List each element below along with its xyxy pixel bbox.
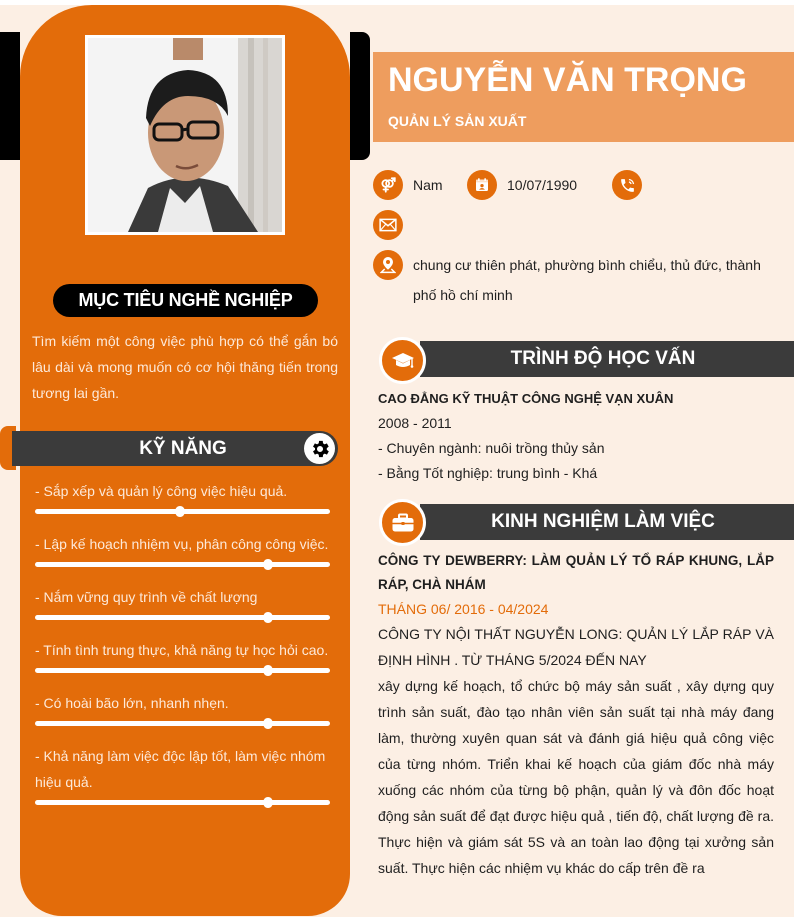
- job-duties: xây dựng kế hoạch, tổ chức bộ máy sản suất , xây dựng quy trình sản suất, đào tạo nhân viên sản suất tại nhà máy đang làm, thường xuyên quan sát và đánh giá hiệu quả công việc của từng nhóm. Triển khai kế hoạch của giám đốc nhà máy xuống các nhóm của từng bộ phận, quản lý và đôn đốc hoạt động sản suất để đạt được hiệu quả , tiến độ, chất lượng đề ra. Thực hiện và giám sát 5S và an toàn lao động tại xưởng sản suất. Thực hiện các nhiệm vụ khác do cấp trên đề ra: [378, 678, 774, 876]
- candidate-name: NGUYỄN VĂN TRỌNG: [388, 61, 747, 99]
- briefcase-icon: [379, 499, 426, 546]
- gear-icon: [304, 433, 335, 464]
- mail-icon: [373, 210, 403, 240]
- skill-track: [35, 721, 330, 726]
- skill-level-slider: [35, 610, 330, 637]
- skill-knob: [263, 559, 273, 570]
- skills-list: [35, 478, 330, 822]
- skill-track: [35, 562, 330, 567]
- skills-heading: KỸ NĂNG: [139, 438, 227, 459]
- location-pin-icon: [373, 250, 403, 280]
- skill-knob: [175, 506, 185, 517]
- job-title: QUẢN LÝ SẢN XUẤT: [388, 113, 527, 129]
- skill-knob: [263, 797, 273, 808]
- experience-period: THÁNG 06/ 2016 - 04/2024: [378, 601, 549, 617]
- gender-value: Nam: [413, 177, 443, 193]
- gender-icon: [373, 170, 403, 200]
- skill-item: [35, 531, 330, 584]
- education-period: 2008 - 2011: [378, 415, 452, 431]
- skill-level-slider: [35, 795, 330, 822]
- skill-track: [35, 668, 330, 673]
- education-detail: - Chuyên ngành: nuôi trồng thủy sản: [378, 440, 605, 456]
- skill-label: - Lập kế hoạch nhiệm vụ, phân công công việc.: [35, 536, 329, 552]
- skill-label: - Sắp xếp và quản lý công việc hiệu quả.: [35, 483, 288, 499]
- skill-knob: [263, 612, 273, 623]
- skill-label: - Khả năng làm việc độc lập tốt, làm việc nhóm hiệu quả.: [35, 748, 326, 790]
- objective-heading: MỤC TIÊU NGHỀ NGHIỆP: [53, 284, 318, 317]
- skill-level-slider: [35, 504, 330, 531]
- skill-item: [35, 743, 330, 822]
- skill-label: - Có hoài bão lớn, nhanh nhẹn.: [35, 695, 229, 711]
- objective-text: Tìm kiếm một công việc phù hợp có thể gắn bó lâu dài và mong muốn có cơ hội thăng tiến trong tương lai gần.: [32, 333, 338, 401]
- skill-label: - Nắm vững quy trình về chất lượng: [35, 589, 258, 605]
- skill-track: [35, 800, 330, 805]
- experience-entry: [378, 549, 774, 881]
- education-heading: TRÌNH ĐỘ HỌC VẤN: [510, 348, 696, 369]
- phone-icon: [612, 170, 642, 200]
- name-banner: [373, 52, 794, 142]
- skill-knob: [263, 665, 273, 676]
- skill-level-slider: [35, 663, 330, 690]
- birthdate-value: 10/07/1990: [507, 177, 578, 193]
- skills-header: [12, 431, 338, 466]
- education-entry: [378, 386, 778, 486]
- skill-track: [35, 615, 330, 620]
- calendar-icon: [467, 170, 497, 200]
- education-header: [420, 341, 794, 377]
- decorative-black-tab-left: [0, 32, 20, 160]
- company-name: CÔNG TY DEWBERRY: LÀM QUẢN LÝ TỔ RÁP KHUNG, LẮP RÁP, CHÀ NHÁM: [378, 553, 774, 592]
- skill-level-slider: [35, 557, 330, 584]
- skill-item: [35, 478, 330, 531]
- experience-header: [420, 504, 794, 540]
- graduation-cap-icon: [379, 337, 426, 384]
- skill-level-slider: [35, 716, 330, 743]
- skill-item: [35, 690, 330, 743]
- profile-photo: [85, 35, 285, 235]
- skill-item: [35, 584, 330, 637]
- address-value: chung cư thiên phát, phường bình chiểu, thủ đức, thành phố hồ chí minh: [413, 257, 761, 303]
- skill-knob: [263, 718, 273, 729]
- education-detail: - Bằng Tốt nghiệp: trung bình - Khá: [378, 465, 598, 481]
- skill-item: [35, 637, 330, 690]
- current-job: CÔNG TY NỘI THẤT NGUYỄN LONG: QUẢN LÝ LẮP RÁP VÀ ĐỊNH HÌNH . TỪ THÁNG 5/2024 ĐẾN NAY: [378, 626, 774, 668]
- decorative-black-tab-right: [350, 32, 370, 160]
- skill-label: - Tính tình trung thực, khả năng tự học hỏi cao.: [35, 642, 329, 658]
- school-name: CAO ĐẲNG KỸ THUẬT CÔNG NGHỆ VẠN XUÂN: [378, 391, 674, 406]
- experience-heading: KINH NGHIỆM LÀM VIỆC: [491, 511, 715, 532]
- portrait-image: [88, 38, 282, 232]
